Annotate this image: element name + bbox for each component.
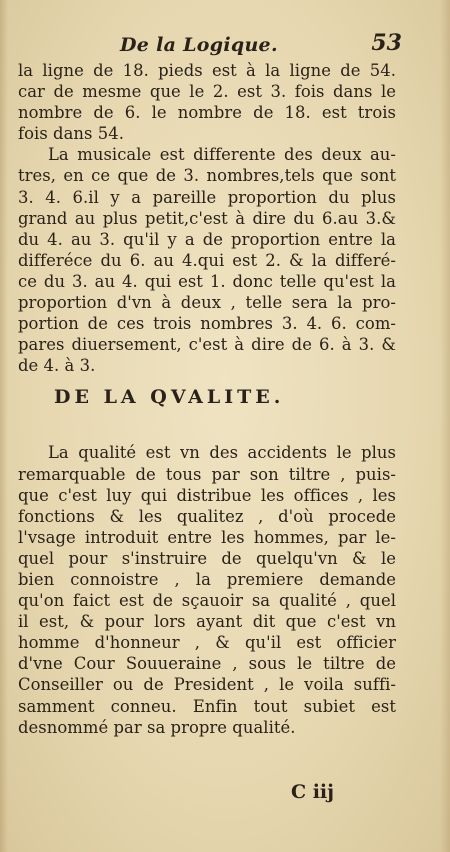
text-line: tres, en ce que de 3. nombres,tels que sont bbox=[18, 166, 396, 186]
text-line: proportion d'vn à deux , telle sera la pro- bbox=[18, 293, 396, 313]
text-line: que c'est luy qui distribue les offices , les bbox=[18, 485, 396, 505]
text-line: grand au plus petit,c'est à dire du 6.au 3.& bbox=[18, 208, 396, 228]
text-line: pares diuersement, c'est à dire de 6. à 3. & bbox=[18, 335, 396, 355]
paragraph-1 bbox=[18, 60, 396, 144]
text-line: la ligne de 18. pieds est à la ligne de 54. bbox=[18, 61, 396, 80]
text-line: samment conneu. Enfin tout subiet est bbox=[18, 696, 396, 716]
text-line: remarquable de tous par son tiltre , puis- bbox=[18, 464, 396, 484]
page-text bbox=[18, 60, 396, 738]
signature-mark: C iij bbox=[290, 781, 334, 803]
text-line: nombre de 6. le nombre de 18. est trois bbox=[18, 103, 396, 123]
text-line: La qualité est vn des accidents le plus bbox=[48, 443, 396, 463]
running-head: De la Logique. bbox=[120, 34, 278, 56]
text-line: La musicale est differente des deux au- bbox=[48, 145, 396, 165]
text-line: Conseiller ou de President , le voila suffi- bbox=[18, 675, 396, 695]
text-line: fois dans 54. bbox=[18, 124, 124, 144]
text-line: car de mesme que le 2. est 3. fois dans le bbox=[18, 82, 396, 102]
heading-rule-space bbox=[18, 412, 396, 442]
text-line: desnommé par sa propre qualité. bbox=[18, 717, 296, 737]
paragraph-3 bbox=[18, 442, 396, 737]
text-line: quel pour s'instruire de quelqu'vn & le bbox=[18, 548, 396, 568]
page-number: 53 bbox=[371, 30, 402, 56]
text-line: differéce du 6. au 4.qui est 2. & la differé- bbox=[18, 250, 396, 270]
text-line: il est, & pour lors ayant dit que c'est vn bbox=[18, 612, 396, 632]
text-line: de 4. à 3. bbox=[18, 356, 96, 376]
text-line: 3. 4. 6.il y a pareille proportion du plus bbox=[18, 187, 396, 207]
text-line: bien connoistre , la premiere demande bbox=[18, 569, 396, 589]
text-line: l'vsage introduit entre les hommes, par le- bbox=[18, 527, 396, 547]
text-line: du 4. au 3. qu'il y a de proportion entre la bbox=[18, 229, 396, 249]
text-line: homme d'honneur , & qu'il est officier bbox=[18, 633, 396, 653]
paragraph-2 bbox=[18, 144, 396, 376]
text-line: fonctions & les qualitez , d'où procede bbox=[18, 506, 396, 526]
text-line: d'vne Cour Souueraine , sous le tiltre de bbox=[18, 654, 396, 674]
text-line: portion de ces trois nombres 3. 4. 6. com- bbox=[18, 314, 396, 334]
text-line: ce du 3. au 4. qui est 1. donc telle qu'est la bbox=[18, 271, 396, 291]
section-heading: DE LA QVALITE. bbox=[54, 386, 285, 409]
text-line: qu'on faict est de sçauoir sa qualité , quel bbox=[18, 591, 396, 611]
